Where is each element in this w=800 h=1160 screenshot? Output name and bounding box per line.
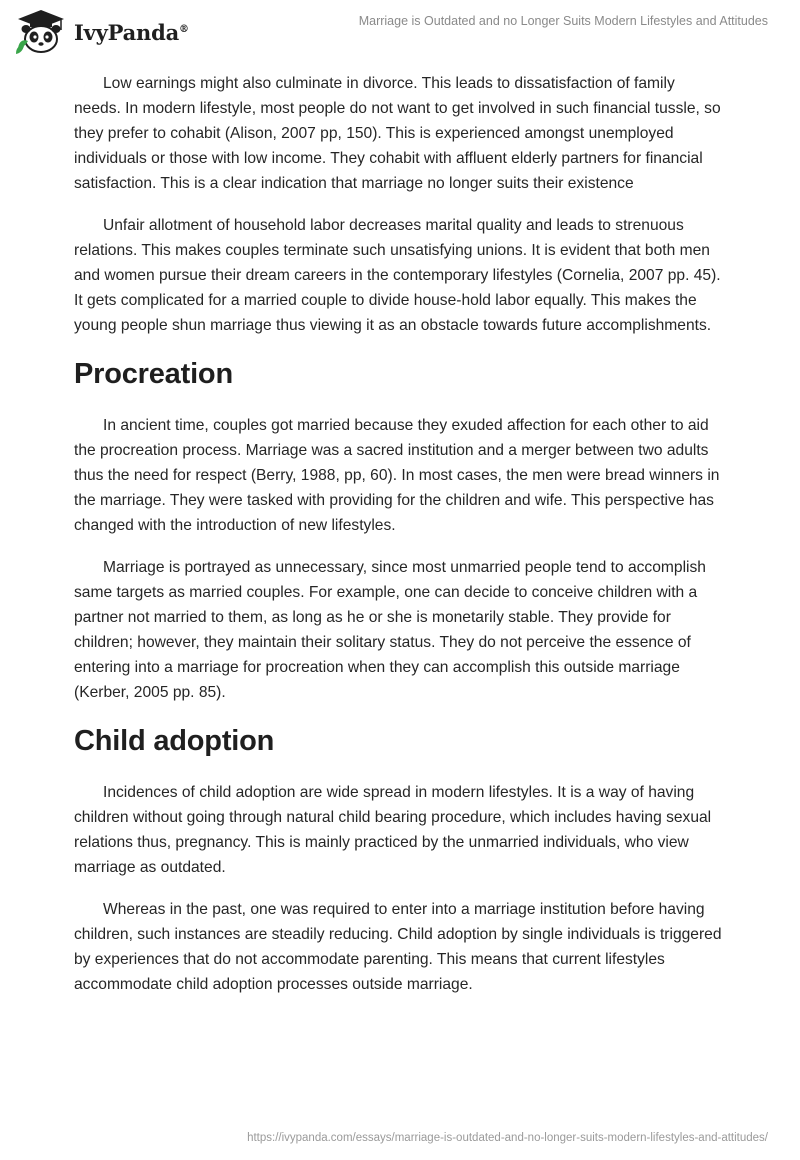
essay-content	[74, 71, 724, 1014]
section-heading-procreation: Procreation	[74, 358, 233, 390]
paragraph: Incidences of child adoption are wide spread in modern lifestyles. It is a way of having children without going through natural child bearing procedure, which includes having sexual relations thus, pregnancy. This is mainly practiced by the unmarried individuals, who view marriage as outdated.	[74, 784, 712, 876]
brand-text: IvyPanda	[74, 19, 180, 45]
page-header	[0, 0, 800, 60]
trademark-symbol: ®	[179, 23, 189, 35]
paragraph: Low earnings might also culminate in divorce. This leads to dissatisfaction of family needs. In modern lifestyle, most people do not want to get involved in such financial tussle, so they prefer to cohabit (Alison, 2007 pp, 150). This is experienced amongst unemployed individuals or those with low income. They cohabit with affluent elderly partners for financial satisfaction. This is a clear indication that marriage no longer suits their existence	[74, 75, 721, 192]
paragraph: Unfair allotment of household labor decreases marital quality and leads to strenuous relations. This makes couples terminate such unsatisfying unions. It is evident that both men and women pursue their dream careers in the contemporary lifestyles (Cornelia, 2007 pp. 45). It gets complicated for a married couple to divide house-hold labor equally. This makes the young people shun marriage thus viewing it as an obstacle towards future accomplishments.	[74, 217, 721, 334]
paragraph: Marriage is portrayed as unnecessary, since most unmarried people tend to accomplish same targets as married couples. For example, one can decide to conceive children with a partner not married to them, as long as he or she is monetarily stable. They provide for children; however, they maintain their solitary status. They do not perceive the essence of entering into a marriage for procreation when they can accomplish this outside marriage (Kerber, 2005 pp. 85).	[74, 559, 706, 701]
panda-graduate-icon	[14, 8, 68, 54]
brand-name	[74, 20, 189, 45]
paragraph: Whereas in the past, one was required to enter into a marriage institution before having children, such instances are steadily reducing. Child adoption by single individuals is triggered by experiences that do not accommodate parenting. This means that current lifestyles accommodate child adoption processes outside marriage.	[74, 901, 722, 993]
section-heading-child-adoption: Child adoption	[74, 725, 275, 757]
document-title: Marriage is Outdated and no Longer Suits Modern Lifestyles and Attitudes	[358, 14, 768, 28]
source-url[interactable]: https://ivypanda.com/essays/marriage-is-outdated-and-no-longer-suits-modern-lifestyles-and-attitudes/	[247, 1132, 768, 1144]
paragraph: In ancient time, couples got married because they exuded affection for each other to aid the procreation process. Marriage was a sacred institution and a merger between two adults thus the need for respect (Berry, 1988, pp, 60). In most cases, the men were bread winners in the marriage. They were tasked with providing for the children and wife. This perspective has changed with the introduction of new lifestyles.	[74, 417, 720, 534]
ivypanda-logo[interactable]	[14, 8, 189, 54]
